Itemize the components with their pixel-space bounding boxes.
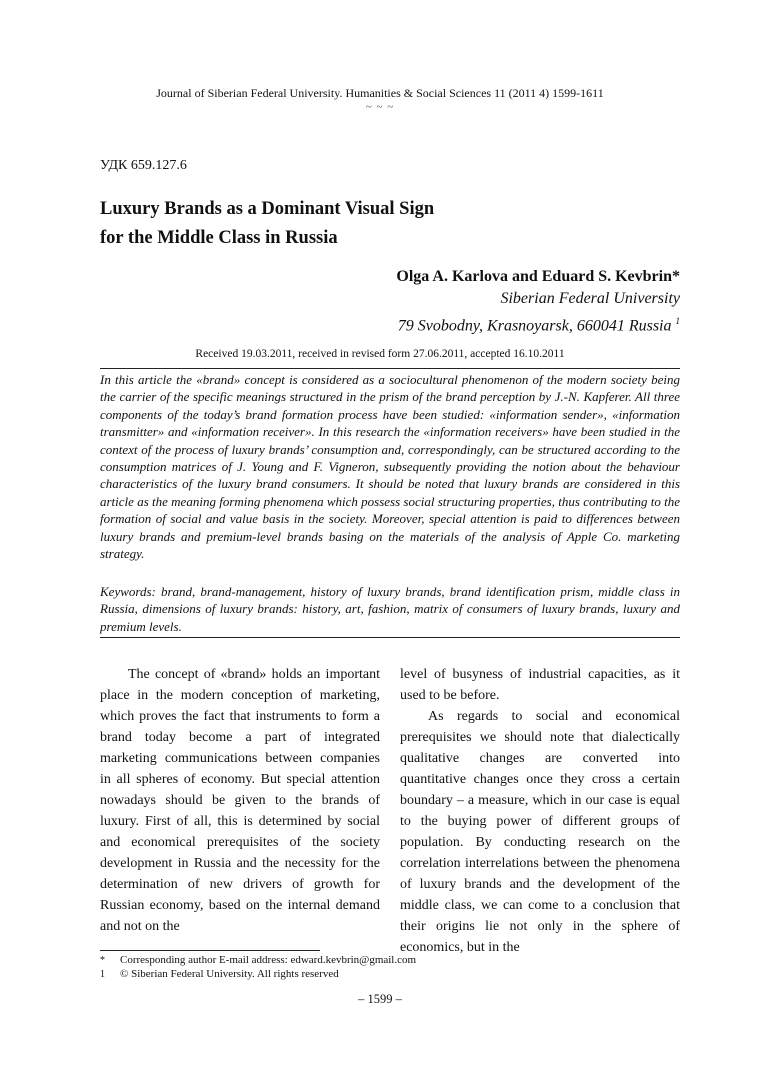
body-column-left <box>100 664 380 937</box>
abstract-text: In this article the «brand» concept is considered as a sociocultural phenomenon of the modern society being the carrier of the specific meanings structured in the prism of the brand perception by J.-N. Kapferer. All three components of the today’s brand formation process have been studied: «information sender», «information transmitter» and «information receiver». In this research the «information receivers» have been studied in the context of the process of luxury brands’ consumption and, correspondingly, can be structured according to the consumption matrices of J. Young and F. Vigneron, subsequently providing the notion about the behaviour characteristics of the luxury brand consumers. It should be noted that luxury brands are considered in this article as the meaning forming phenomena which possess social structuring properties, thus contributing to the formation of social and value basis in the society. Moreover, special attention is paid to differences between luxury brands and premium-level brands basing on the materials of the analysis of Apple Co. marketing strategy. <box>100 372 680 562</box>
footnote-text: Corresponding author E-mail address: edward.kevbrin@gmail.com <box>120 954 417 966</box>
author-block <box>396 266 680 337</box>
received-dates: Received 19.03.2011, received in revised form 27.06.2011, accepted 16.10.2011 <box>195 348 565 360</box>
affiliation: Siberian Federal University <box>500 290 680 307</box>
abstract <box>100 371 680 562</box>
footnote-corresponding <box>100 954 416 967</box>
title-line-1: Luxury Brands as a Dominant Visual Sign <box>100 199 435 219</box>
body-column-right <box>400 664 680 958</box>
address-line <box>396 310 680 337</box>
paragraph: The concept of «brand» holds an important place in the modern conception of marketing, which proves the fact that instruments to form a brand today become a part of integrated marketing communications between companies in all spheres of economy. But special attention nowadays should be given to the brands of luxury. First of all, this is determined by social and economical prerequisites of the society development in Russia and the necessity for the determination of new drivers of growth for Russian economy, based on the internal demand and not on the <box>100 667 380 934</box>
keywords: Keywords: brand, brand-management, history of luxury brands, brand identification prism, middle class in Russia, dimensions of luxury brands: history, art, fashion, matrix of consumers of luxury brands, luxury and premium levels. <box>100 584 680 634</box>
footnote-mark: 1 <box>100 969 105 980</box>
footnote-copyright <box>100 968 339 981</box>
journal-header: Journal of Siberian Federal University. Humanities & Social Sciences 11 (2011 4) 1599-1611 <box>156 86 604 100</box>
udk-code: УДК 659.127.6 <box>100 158 187 173</box>
address-footnote-mark: 1 <box>675 316 680 326</box>
footnote-rule <box>100 950 320 951</box>
address: 79 Svobodny, Krasnoyarsk, 660041 Russia <box>397 317 672 335</box>
page-number: – 1599 – <box>358 992 402 1006</box>
title-line-2: for the Middle Class in Russia <box>100 228 338 248</box>
paragraph: As regards to social and economical prerequisites we should note that dialectically qualitative changes are converted into quantitative changes once they cross a certain boundary – a measure, which in our case is equal to the buying power of different groups of population. By conducting research on the correlation interrelations between the phenomena of luxury brands and the development of the middle class, we can come to a conclusion that their origins lie not only in the sphere of economics, but in the <box>400 709 680 955</box>
paragraph: level of busyness of industrial capacities, as it used to be before. <box>400 667 680 703</box>
author-names: Olga A. Karlova and Eduard S. Kevbrin* <box>396 268 680 285</box>
footnote-mark: * <box>100 955 105 966</box>
abstract-top-rule <box>100 368 680 369</box>
paper-title <box>100 195 520 253</box>
footnote-text: © Siberian Federal University. All rights reserved <box>120 968 339 980</box>
header-separator: ~ ~ ~ <box>365 101 395 113</box>
abstract-bottom-rule <box>100 637 680 638</box>
